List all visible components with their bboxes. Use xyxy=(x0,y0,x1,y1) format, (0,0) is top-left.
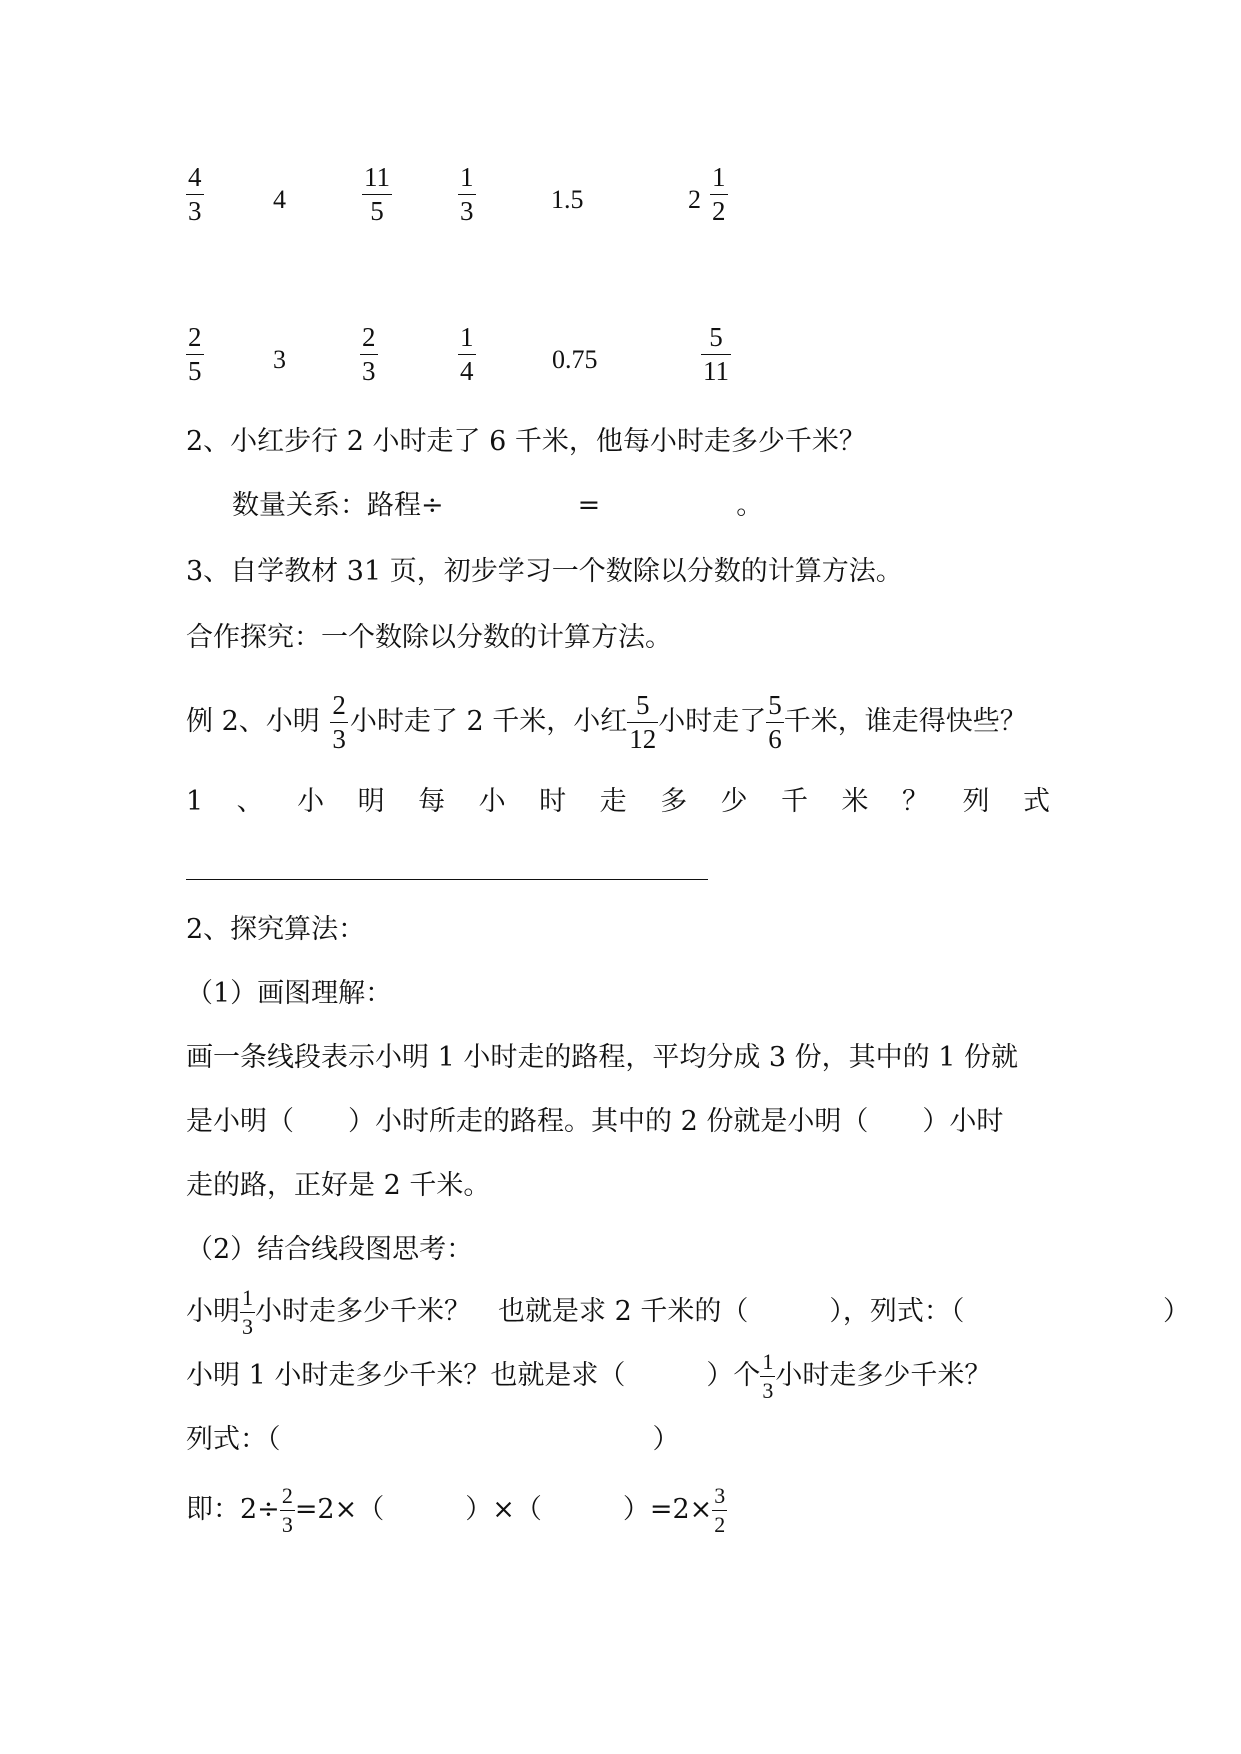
number: 1.5 xyxy=(551,185,584,214)
paragraph-line-3: 走的路，正好是 2 千米。 xyxy=(186,1170,491,1201)
step-2-1-title: （1）画图理解： xyxy=(186,978,393,1009)
number: 4 xyxy=(273,185,286,214)
fraction: $\frac{1}{3}$ xyxy=(242,1285,253,1339)
fraction: $\frac{2}{3}$ xyxy=(332,690,346,754)
number: 0.75 xyxy=(552,345,598,374)
fraction: 4 3 xyxy=(188,162,202,226)
question-2-relation: 数量关系：路程÷ = 。 xyxy=(232,490,764,521)
fraction: 1 2 xyxy=(712,162,726,226)
answer-blank-line[interactable] xyxy=(186,879,708,880)
fraction: 1 3 xyxy=(460,162,474,226)
think-line-1-close: ） xyxy=(1163,1296,1190,1327)
question-3: 3、自学教材 31 页，初步学习一个数除以分数的计算方法。 xyxy=(186,556,903,587)
mixed-whole: 2 xyxy=(688,185,701,214)
number: 3 xyxy=(273,345,286,374)
question-2: 2、小红步行 2 小时走了 6 千米，他每小时走多少千米？ xyxy=(186,426,866,457)
fraction: $\frac{5}{6}$ xyxy=(768,690,782,754)
fraction: 2 3 xyxy=(362,322,376,386)
fraction: 5 11 xyxy=(703,322,729,386)
step-2-title: 2、探究算法： xyxy=(186,914,366,945)
question-1-spaced: 1 、 小 明 每 小 时 走 多 少 千 米 ？ 列 式 xyxy=(186,786,1050,817)
paragraph-line-1: 画一条线段表示小明 1 小时走的路程，平均分成 3 份，其中的 1 份就 xyxy=(186,1042,1019,1073)
explore-title: 合作探究：一个数除以分数的计算方法。 xyxy=(186,622,672,653)
paragraph-line-2: 是小明（ ）小时所走的路程。其中的 2 份就是小明（ ）小时 xyxy=(186,1106,1004,1137)
step-2-2-title: （2）结合线段图思考： xyxy=(186,1234,474,1265)
example-2: 例 2、小明 $\frac{2}{3}$ 小时走了 2 千米，小红 $\frac{5}{12}$ 小时走了 $\frac{5}{6}$ 千米，谁走得快些？ xyxy=(186,690,1027,754)
fraction: $\frac{5}{12}$ xyxy=(629,690,657,754)
fraction: $\frac{3}{2}$ xyxy=(714,1483,726,1537)
fraction: 11 5 xyxy=(364,162,390,226)
formula-line: 列式：（ ） xyxy=(186,1424,680,1455)
result-line: 即：2÷ $\frac{2}{3}$ =2×（ ）×（ ）=2× $\frac{3}{2}$ xyxy=(186,1483,726,1537)
fraction: 2 5 xyxy=(188,322,202,386)
think-line-2: 小明 1 小时走多少千米？也就是求（ ）个 $\frac{1}{3}$ 小时走多少千米？ xyxy=(186,1349,992,1403)
fraction: $\frac{1}{3}$ xyxy=(762,1349,774,1403)
think-line-1: 小明 $\frac{1}{3}$ 小时走多少千米？ 也就是求 2 千米的（ ），列式：（ xyxy=(186,1285,965,1339)
fraction: 1 4 xyxy=(460,322,474,386)
fraction: $\frac{2}{3}$ xyxy=(281,1483,293,1537)
